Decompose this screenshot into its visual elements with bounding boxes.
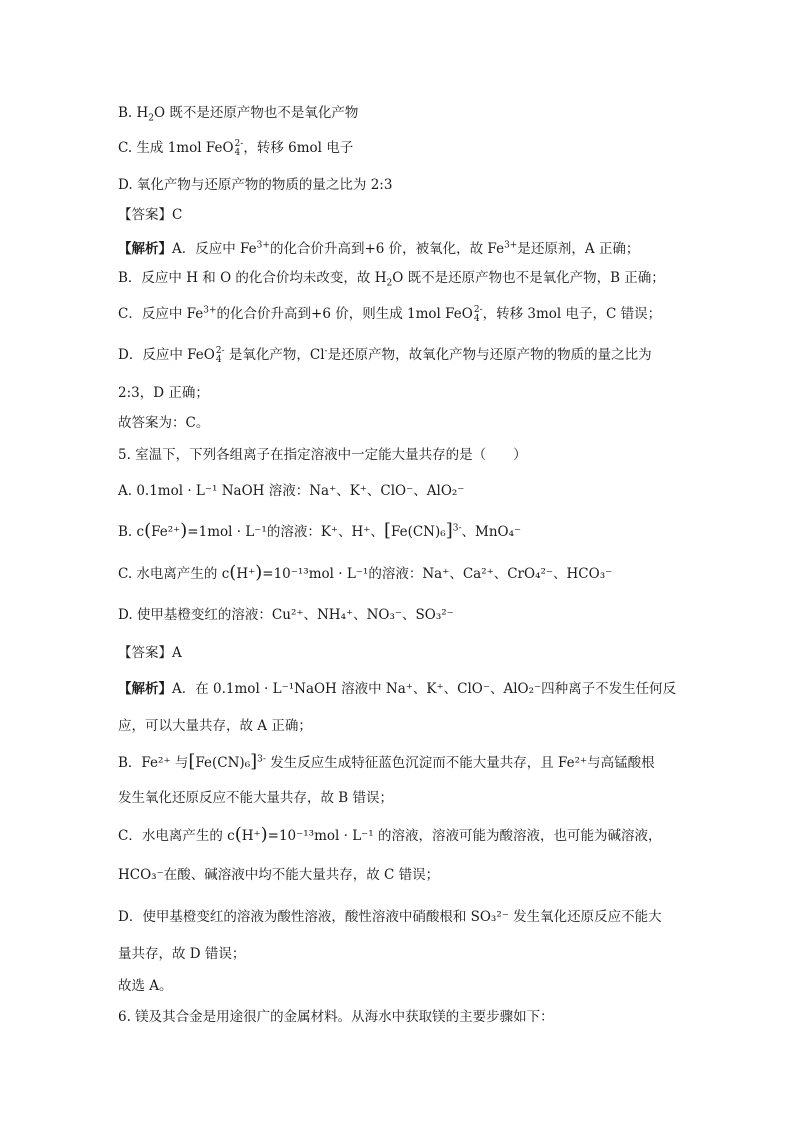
q4-answer: 【答案】C [118,207,183,223]
q4-analysis-a: 【解析】A．反应中 $Fe^{3+}$的化合价升高到+6 价，被氧化，故 $Fe^{3+}$是还原剂，A 正确； [118,240,640,257]
q5-analysis-d-line1: D．使甲基橙变红的溶液为酸性溶液，酸性溶液中硝酸根和 SO₃²⁻ 发生氧化还原反应不能大 [118,909,662,925]
q5-analysis-a-line2: 应，可以大量共存，故 A 正确； [118,718,312,734]
q5-analysis-c-line2: HCO₃⁻在酸、碱溶液中均不能大量共存，故 C 错误； [118,867,440,883]
q5-option-b: B. c(Fe²⁺)=1mol · L⁻¹的溶液：K⁺、H⁺、$[Fe(CN)_6]^{3-}$、MnO₄⁻ [118,520,522,541]
q4-analysis-c: C．反应中 $Fe^{3+}$的化合价升高到+6 价，则生成 1mol FeO 2- 4 ，转移 3mol 电子，C 错误； [118,304,662,324]
q4-option-d: D. 氧化产物与还原产物的物质的量之比为 2:3 [118,177,393,193]
q5-analysis-c-line1: C．水电离产生的 c(H⁺)=10⁻¹³mol · L⁻¹ 的溶液，溶液可能为酸溶液，也可能为碱溶液， [118,824,662,845]
q5-conclusion: 故选 A。 [118,978,173,994]
q5-analysis-b-line2: 发生氧化还原反应不能大量共存，故 B 错误； [118,790,394,806]
q5-option-c: C. 水电离产生的 c(H⁺)=10⁻¹³mol · L⁻¹的溶液：Na⁺、Ca²⁺、CrO₄²⁻、HCO₃⁻ [118,562,613,583]
q4-analysis-d: D．反应中 FeO 2- 4 是氧化产物，Cl-是还原产物，故氧化产物与还原产物的物质的量之比为 [118,345,652,365]
q4-analysis-d-cont: 2:3，D 正确； [118,385,209,401]
q5-analysis-a-line1: 【解析】A．在 0.1mol · L⁻¹NaOH 溶液中 Na⁺、K⁺、ClO⁻、AlO₂⁻四种离子不发生任何反 [118,681,677,697]
q5-answer: 【答案】A [118,645,182,661]
q4-conclusion: 故答案为：C。 [118,415,210,431]
q5-option-d: D. 使甲基橙变红的溶液：Cu²⁺、NH₄⁺、NO₃⁻、SO₃²⁻ [118,607,454,623]
q5-stem: 5. 室温下，下列各组离子在指定溶液中一定能大量共存的是（ ） [118,447,527,463]
q4-analysis-b: B．反应中 H 和 O 的化合价均未改变，故 $H_2O$ 既不是还原产物也不是氧化产物，B 正确； [118,270,665,289]
q4-option-b: B. $H_2O$ 既不是还原产物也不是氧化产物 [118,105,359,124]
q6-stem: 6. 镁及其合金是用途很广的金属材料。从海水中获取镁的主要步骤如下： [118,1009,554,1025]
q5-analysis-b-line1: B．Fe²⁺ 与$[Fe(CN)_6]^{3-}$ 发生反应生成特征蓝色沉淀而不能大量共存，且 Fe²⁺与高锰酸根 [118,751,655,772]
q5-option-a: A. 0.1mol · L⁻¹ NaOH 溶液：Na⁺、K⁺、ClO⁻、AlO₂⁻ [118,483,465,499]
q4-option-c: C. 生成 1mol FeO 2- 4 ，转移 6mol 电子 [118,138,354,158]
q5-analysis-d-line2: 量共存，故 D 错误； [118,946,246,962]
